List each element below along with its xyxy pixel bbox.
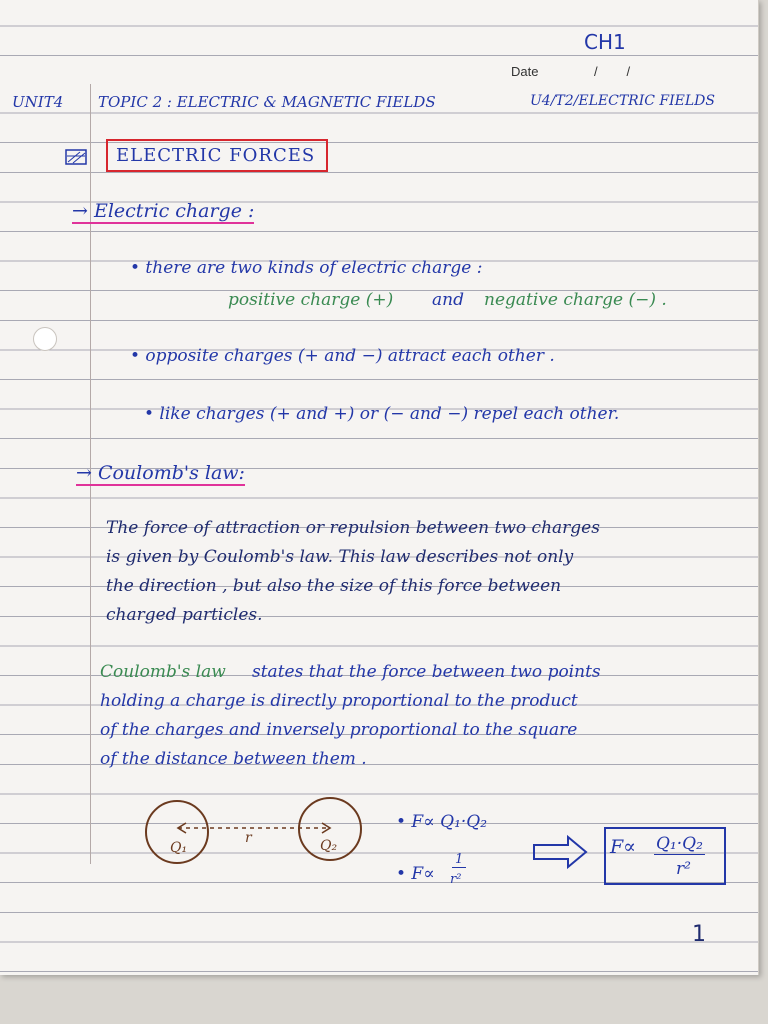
date-slashes: / / bbox=[594, 64, 631, 79]
para1-line4: charged particles. bbox=[106, 605, 263, 625]
proportional-product: • F∝ Q₁·Q₂ bbox=[396, 812, 488, 832]
bullet-two-kinds: • there are two kinds of electric charge : bbox=[130, 258, 483, 278]
distance-r-label: r bbox=[245, 830, 252, 846]
charge-q2-label: Q₂ bbox=[320, 838, 338, 854]
positive-charge-text: positive charge (+) bbox=[228, 290, 394, 310]
topic-code: U4/T2/ELECTRIC FIELDS bbox=[530, 93, 715, 109]
bullet-opposite-charges: • opposite charges (+ and −) attract each other . bbox=[130, 346, 555, 366]
para1-line2: is given by Coulomb's law. This law describes not only bbox=[106, 547, 574, 567]
unit-label: UNIT4 bbox=[12, 93, 64, 111]
para2-line4: of the distance between them . bbox=[100, 749, 367, 769]
page-number: 1 bbox=[692, 922, 706, 947]
para1-line3: the direction , but also the size of this force between bbox=[106, 576, 562, 596]
proportional-inverse-lead: • F∝ bbox=[396, 864, 435, 884]
chapter-label: CH1 bbox=[584, 30, 626, 54]
hatched-box-icon bbox=[64, 147, 90, 167]
para2-lead: Coulomb's law bbox=[100, 662, 226, 682]
section-heading-coulombs-law: → Coulomb's law: bbox=[76, 462, 245, 484]
bullet-like-charges: • like charges (+ and +) or (− and −) repel each other. bbox=[144, 404, 620, 424]
para2-line3: of the charges and inversely proportional to the square bbox=[100, 720, 578, 740]
implies-arrow-icon bbox=[532, 834, 590, 870]
para1-line1: The force of attraction or repulsion between two charges bbox=[106, 518, 600, 538]
charges-diagram bbox=[140, 796, 380, 870]
page-title: ELECTRIC FORCES bbox=[116, 145, 316, 166]
charge-q1-label: Q₁ bbox=[170, 840, 188, 856]
negative-charge-text: negative charge (−) . bbox=[484, 290, 667, 310]
and-text: and bbox=[432, 290, 464, 310]
topic-label: TOPIC 2 : ELECTRIC & MAGNETIC FIELDS bbox=[98, 93, 436, 111]
para2-line1: states that the force between two points bbox=[252, 662, 601, 682]
section-heading-electric-charge: → Electric charge : bbox=[72, 200, 255, 222]
punch-hole bbox=[33, 327, 57, 351]
formula-denominator: r² bbox=[676, 859, 691, 879]
formula-numerator: Q₁·Q₂ bbox=[656, 834, 703, 854]
inverse-numerator: 1 bbox=[452, 852, 466, 868]
formula-lead: F∝ bbox=[610, 836, 637, 858]
para2-line2: holding a charge is directly proportional to the product bbox=[100, 691, 578, 711]
date-label: Date bbox=[511, 64, 539, 79]
inverse-denominator: r² bbox=[450, 872, 462, 887]
